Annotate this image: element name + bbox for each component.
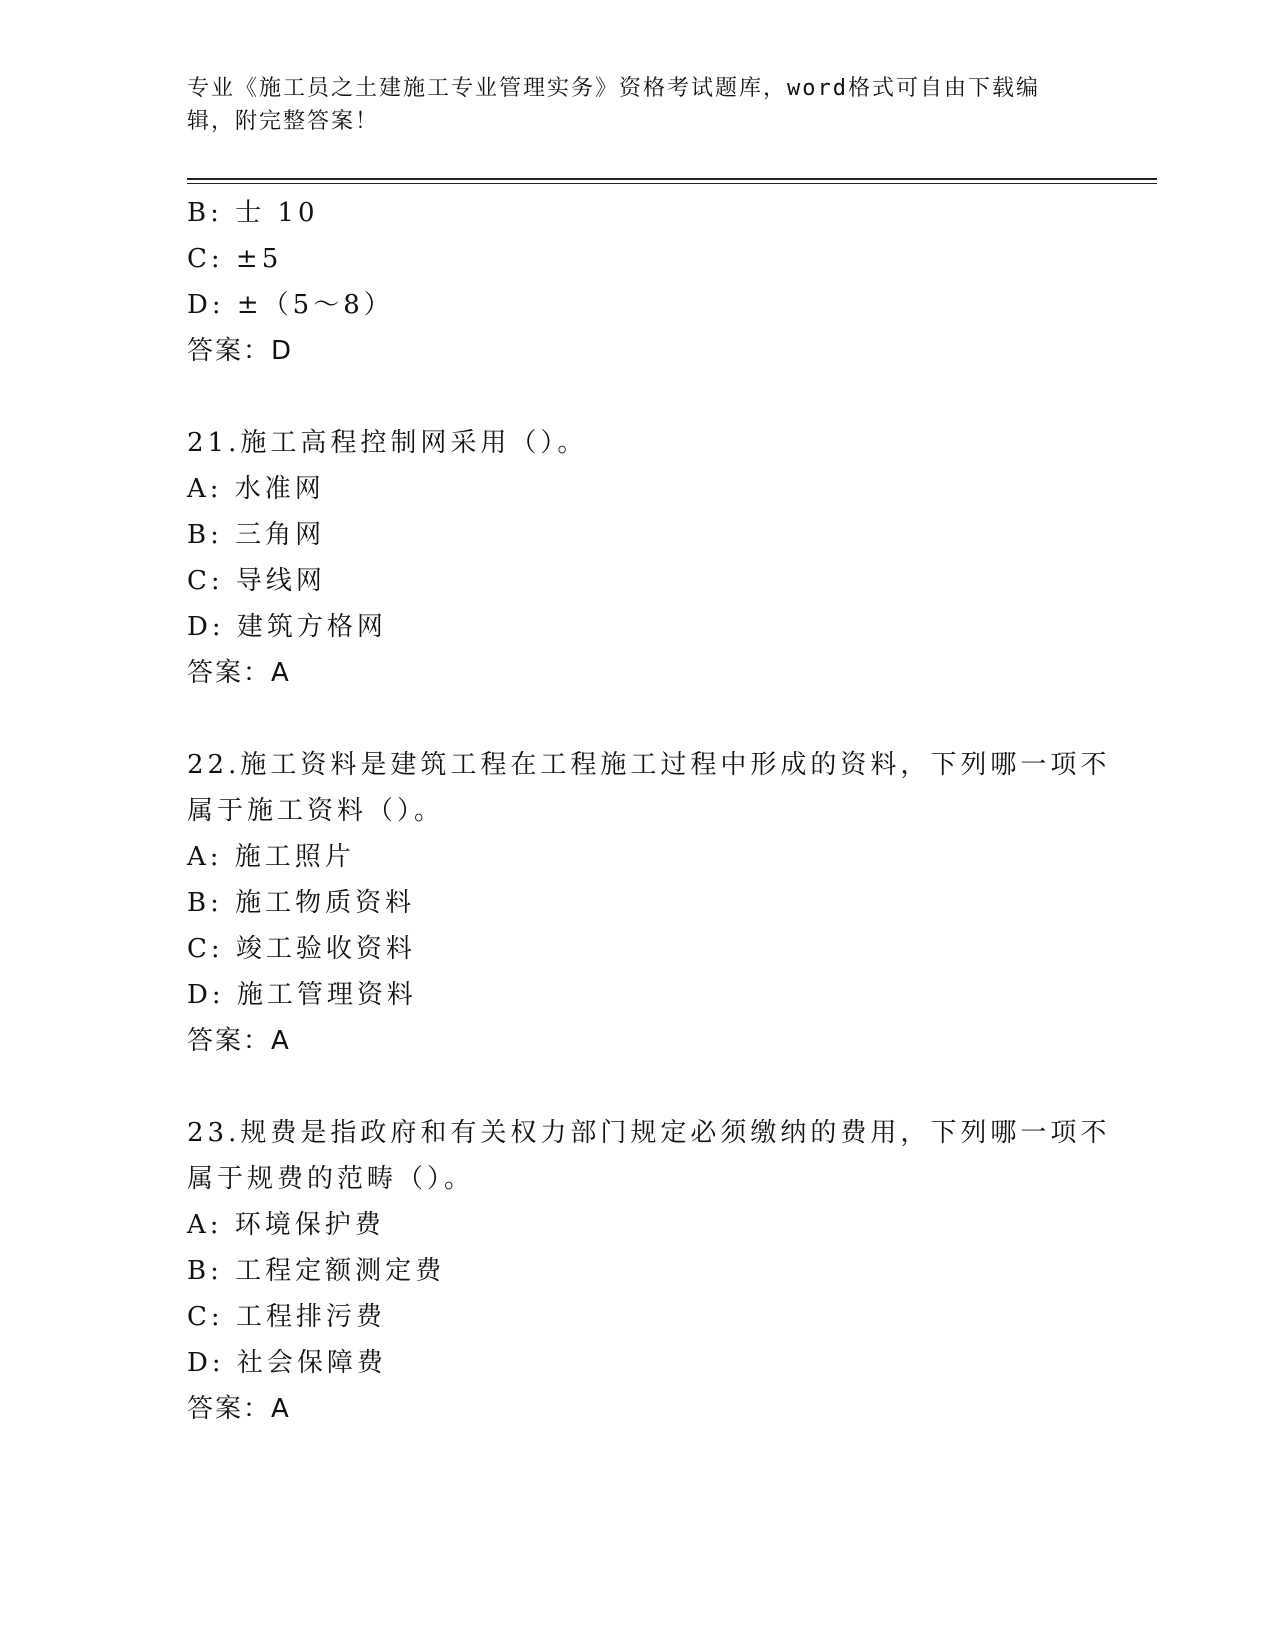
question-block-22	[187, 742, 1111, 1064]
option-d: D: 社会保障费	[187, 1348, 387, 1378]
option-c: C: 工程排污费	[187, 1302, 386, 1332]
option-b: B: 三角网	[187, 520, 326, 550]
question-block-21	[187, 420, 1087, 696]
answer-line: 答案：A	[187, 658, 291, 688]
option-c: C: ±5	[187, 244, 283, 274]
document-header	[187, 72, 1087, 138]
question-block-20	[187, 190, 1087, 374]
answer-line: 答案：A	[187, 1394, 291, 1424]
answer-line: 答案：D	[187, 336, 294, 366]
question-text-line-2: 属于规费的范畴（）。	[187, 1164, 475, 1194]
option-a: A: 环境保护费	[187, 1210, 385, 1240]
header-divider-thin	[187, 183, 1157, 184]
question-text-line-1: 23.规费是指政府和有关权力部门规定必须缴纳的费用，下列哪一项不	[187, 1118, 1111, 1148]
option-b: B: 施工物质资料	[187, 888, 416, 918]
question-text-line-2: 属于施工资料（）。	[187, 796, 445, 826]
option-d: D: ±（5～8）	[187, 290, 394, 320]
header-line-1: 专业《施工员之土建施工专业管理实务》资格考试题库，word格式可自由下载编	[187, 76, 1040, 101]
option-b: B: 工程定额测定费	[187, 1256, 446, 1286]
spacer	[187, 1064, 1087, 1110]
option-c: C: 导线网	[187, 566, 326, 596]
option-d: D: 施工管理资料	[187, 980, 417, 1010]
option-b: B: 士 10	[187, 198, 319, 228]
question-text: 21.施工高程控制网采用（）。	[187, 428, 588, 458]
answer-line: 答案：A	[187, 1026, 291, 1056]
question-text-line-1: 22.施工资料是建筑工程在工程施工过程中形成的资料，下列哪一项不	[187, 750, 1111, 780]
header-divider-thick	[187, 178, 1157, 180]
question-block-23	[187, 1110, 1111, 1432]
question-list	[187, 190, 1111, 1432]
option-a: A: 施工照片	[187, 842, 355, 872]
option-a: A: 水准网	[187, 474, 325, 504]
option-d: D: 建筑方格网	[187, 612, 387, 642]
spacer	[187, 696, 1087, 742]
header-line-2: 辑，附完整答案！	[187, 109, 380, 134]
spacer	[187, 374, 1087, 420]
option-c: C: 竣工验收资料	[187, 934, 416, 964]
